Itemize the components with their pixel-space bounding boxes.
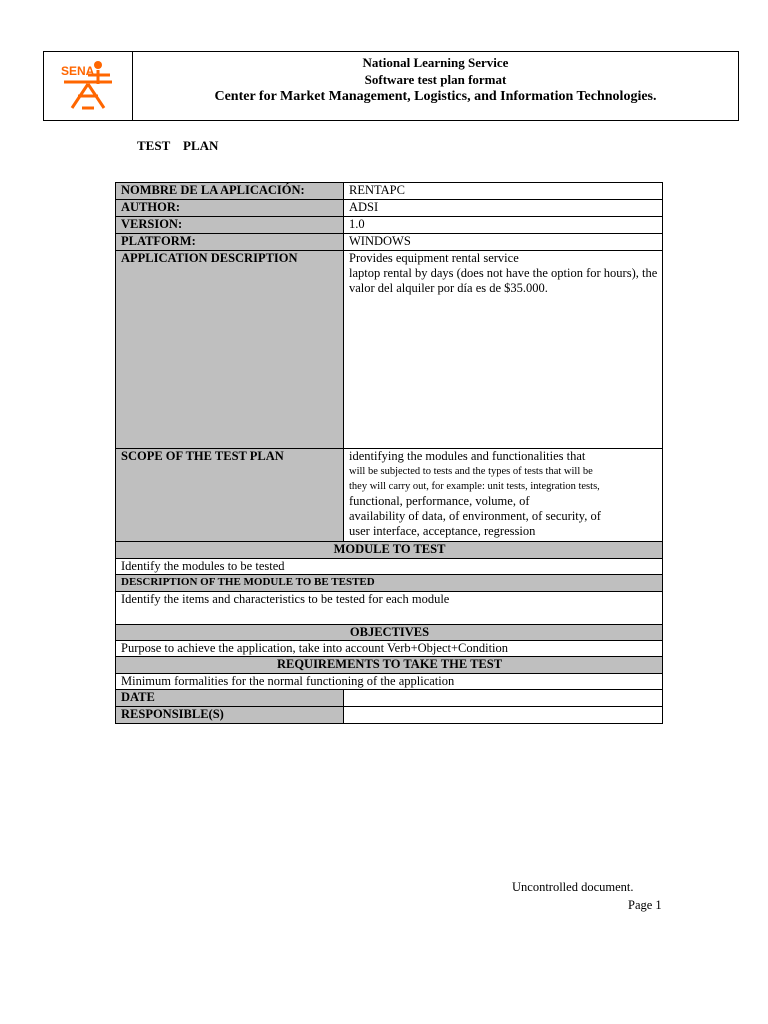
description-line: Provides equipment rental service: [349, 251, 519, 265]
requirements-text: Minimum formalities for the normal functioning of the application: [116, 674, 663, 690]
date-value[interactable]: [344, 690, 663, 707]
sena-logo-text: SENA: [61, 64, 95, 78]
objectives-header: OBJECTIVES: [116, 625, 663, 641]
scope-line: identifying the modules and functionalities that: [349, 449, 586, 463]
header-line-3: Center for Market Management, Logistics, and Information Technologies.: [214, 89, 657, 104]
header-line-2: Software test plan format: [364, 72, 507, 87]
sena-logo: [58, 60, 118, 112]
author-label: AUTHOR:: [116, 200, 344, 217]
document-title: TEST PLAN: [137, 138, 219, 153]
module-description-header: DESCRIPTION OF THE MODULE TO BE TESTED: [116, 575, 663, 592]
app-name-label: NOMBRE DE LA APLICACIÓN:: [116, 183, 344, 200]
module-text: Identify the modules to be tested: [116, 559, 663, 575]
description-label: APPLICATION DESCRIPTION: [116, 251, 344, 449]
logo-cell: [44, 52, 133, 120]
scope-line: functional, performance, volume, of: [349, 494, 530, 508]
version-label: VERSION:: [116, 217, 344, 234]
uncontrolled-note: Uncontrolled document.: [512, 880, 634, 894]
scope-line: user interface, acceptance, regression: [349, 524, 536, 538]
responsible-value[interactable]: [344, 707, 663, 724]
version-value: 1.0: [344, 217, 663, 234]
test-plan-form: [115, 182, 663, 724]
description-value: [344, 251, 663, 449]
scope-label: SCOPE OF THE TEST PLAN: [116, 449, 344, 542]
description-line: laptop rental by days (does not have the option for hours), the: [349, 266, 658, 280]
date-label: DATE: [116, 690, 344, 707]
description-line: valor del alquiler por día es de $35.000.: [349, 281, 548, 295]
author-value: ADSI: [344, 200, 663, 217]
page-number: Page 1: [628, 898, 662, 912]
objectives-text: Purpose to achieve the application, take into account Verb+Object+Condition: [116, 641, 663, 657]
scope-line: will be subjected to tests and the types of tests that will be: [349, 466, 593, 477]
app-name-value: RENTAPC: [344, 183, 663, 200]
scope-line: availability of data, of environment, of security, of: [349, 509, 601, 523]
platform-value: WINDOWS: [344, 234, 663, 251]
scope-value: [344, 449, 663, 542]
platform-label: PLATFORM:: [116, 234, 344, 251]
document-header: [43, 51, 739, 121]
header-line-1: National Learning Service: [362, 55, 509, 70]
responsible-label: RESPONSIBLE(S): [116, 707, 344, 724]
module-header: MODULE TO TEST: [116, 542, 663, 559]
module-description-text: Identify the items and characteristics to be tested for each module: [116, 592, 663, 625]
requirements-header: REQUIREMENTS TO TAKE THE TEST: [116, 657, 663, 674]
scope-line: they will carry out, for example: unit tests, integration tests,: [349, 481, 600, 492]
header-text: [133, 52, 738, 120]
